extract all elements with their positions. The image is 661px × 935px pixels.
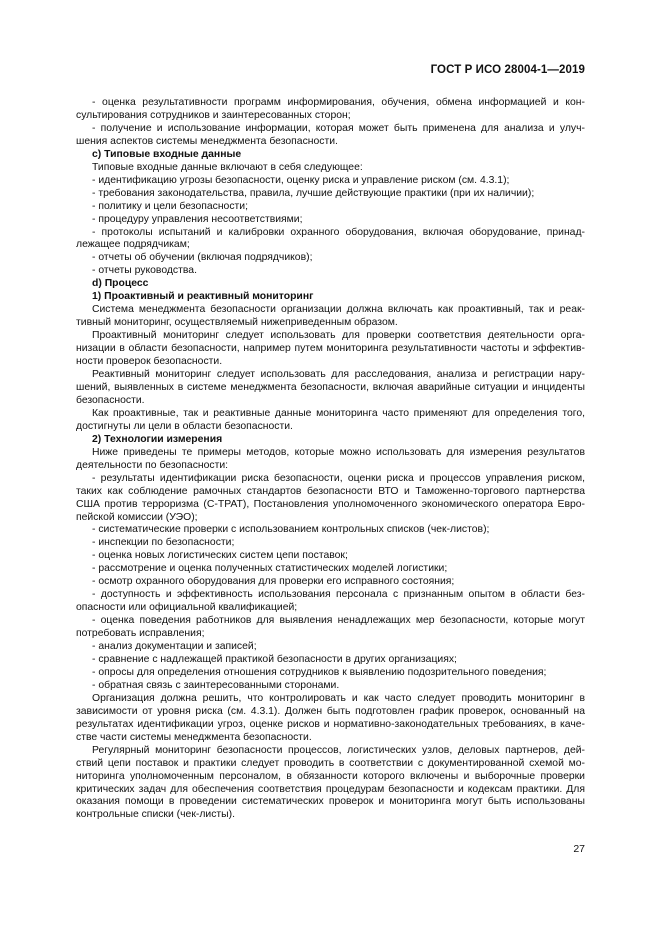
section-heading: 1) Проактивный и реактивный мониторинг: [92, 291, 314, 303]
paragraph: - оценка результативности программ информирования, обучения, обмена информацией и кон-сультирования сотрудников и заинтересованных сторон;: [76, 97, 585, 121]
section-heading: d) Процесс: [92, 278, 149, 290]
paragraph: Система менеджмента безопасности организации должна включать как проактивный, так и реак-тивный мониторинг, осуществляемый нижеприведенным образом.: [76, 304, 585, 329]
paragraph: - процедуру управления несоответствиями;: [92, 213, 303, 225]
paragraph: - инспекции по безопасности;: [92, 537, 235, 549]
document-body: [76, 97, 585, 822]
paragraph: - требования законодательства, правила, лучшие действующие практики (при их наличии);: [92, 187, 535, 199]
paragraph: - осмотр охранного оборудования для проверки его исправного состояния;: [92, 576, 455, 588]
paragraph: Организация должна решить, что контролировать и как часто следует проводить мониторинг в зависимости от уровня риска (см. 4.3.1). Должен быть подготовлен график проверок, основанный на результатах идентификации угроз, оценке рисков и нормативно-законодательных требованиях, в каче-стве части системы менеджмента безопасности.: [76, 692, 585, 743]
document-standard-number: ГОСТ Р ИСО 28004-1—2019: [430, 64, 585, 76]
section-heading: 2) Технологии измерения: [92, 433, 223, 445]
paragraph: Ниже приведены те примеры методов, которые можно использовать для измерения результатов деятельности по безопасности:: [76, 446, 585, 471]
paragraph: - политику и цели безопасности;: [92, 200, 248, 212]
section-heading: c) Типовые входные данные: [92, 148, 242, 160]
paragraph: - получение и использование информации, которая может быть применена для анализа и улуч-шения аспектов системы менеджмента безопасности.: [76, 122, 585, 147]
paragraph: Проактивный мониторинг следует использовать для проверки соответствия деятельности орга-низации в области безопасности, например путем мониторинга результативности частоты и эффектив-ности проверок безопасности.: [76, 330, 585, 368]
paragraph: Типовые входные данные включают в себя следующее:: [92, 161, 363, 173]
paragraph: - рассмотрение и оценка полученных статистических моделей логистики;: [92, 563, 448, 575]
paragraph: - сравнение с надлежащей практикой безопасности в других организациях;: [92, 653, 457, 665]
paragraph: - опросы для определения отношения сотрудников к выявлению подозрительного поведения;: [92, 666, 547, 678]
paragraph: - протоколы испытаний и калибровки охранного оборудования, включая оборудование, принад-лежащее подрядчикам;: [76, 226, 585, 251]
paragraph: - обратная связь с заинтересованными сторонами.: [92, 679, 340, 691]
paragraph: Как проактивные, так и реактивные данные мониторинга часто применяют для определения того, достигнуты ли цели в области безопасности.: [76, 407, 585, 432]
paragraph: - анализ документации и записей;: [92, 641, 257, 653]
paragraph: Регулярный мониторинг безопасности процессов, логистических узлов, деловых партнеров, дей-ствий цепи поставок и практики следует проводить в соответствии с документированной схемой мо-ниторинга уполномоченным персоналом, в обязанности которого включены и выборочные проверки критических задач для обеспечения соответствия процедурам безопасности и кодексам практики. Для оказания помощи в проведении систематических проверок и мониторинга могут быть использованы контрольные списки (чек-листы).: [76, 744, 585, 821]
paragraph: - отчеты об обучении (включая подрядчиков);: [92, 252, 313, 264]
paragraph: - идентификацию угрозы безопасности, оценку риска и управление риском (см. 4.3.1);: [92, 174, 510, 186]
paragraph: - систематические проверки с использованием контрольных списков (чек-листов);: [92, 524, 490, 536]
paragraph: - отчеты руководства.: [92, 265, 197, 277]
paragraph: - доступность и эффективность использования персонала с признанным опытом в области без-опасности или официальной квалификацией;: [76, 589, 585, 614]
paragraph: - оценка поведения работников для выявления ненадлежащих мер безопасности, которые могут потребовать исправления;: [76, 615, 585, 640]
paragraph: - результаты идентификации риска безопасности, оценки риска и процессов управления риском, таких как соблюдение рамочных стандартов безопасности ВТО и Таможенно-торгового партнерства США против терроризма (C-TPAT), Постановления уполномоченного экономического оператора Евро-пейской комиссии (УЭО);: [76, 472, 585, 523]
paragraph: - оценка новых логистических систем цепи поставок;: [92, 550, 348, 562]
paragraph: Реактивный мониторинг следует использовать для расследования, анализа и регистрации нару-шений, выявленных в системе менеджмента безопасности, включая аварийные ситуации и инциденты безопасности.: [76, 369, 585, 406]
page-number: 27: [573, 843, 585, 855]
